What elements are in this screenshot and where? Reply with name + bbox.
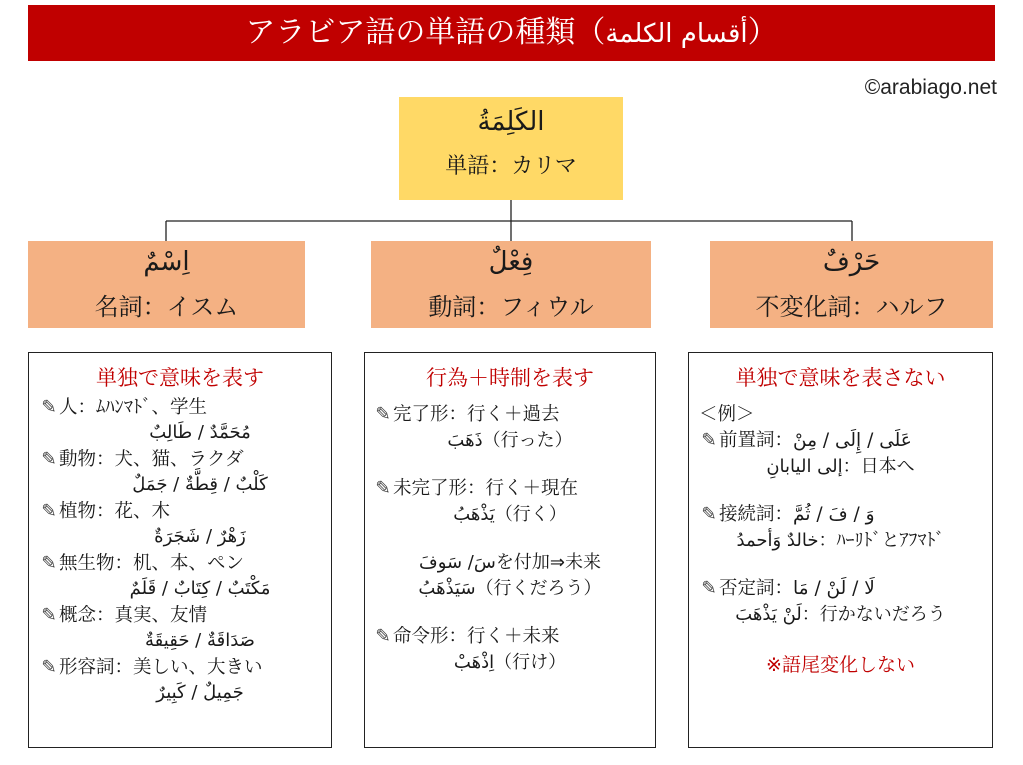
root-node-kalima bbox=[399, 97, 623, 200]
root-japanese: 単語：カリマ bbox=[445, 154, 577, 179]
noun-item-plant bbox=[29, 499, 331, 525]
particle-examples-panel bbox=[688, 352, 993, 748]
particle-japanese: 不変化詞：ハルフ bbox=[755, 293, 948, 321]
noun-item-inanimate bbox=[29, 551, 331, 577]
pencil-icon: ✎ bbox=[41, 449, 57, 470]
pencil-icon: ✎ bbox=[375, 478, 391, 499]
noun-item-arabic: كَلْبٌ / قِطَّةٌ / جَمَلٌ bbox=[132, 474, 268, 495]
pencil-icon: ✎ bbox=[375, 404, 391, 425]
verb-panel-heading: 行為＋時制を表す bbox=[426, 366, 594, 390]
noun-panel-heading: 単独で意味を表す bbox=[96, 366, 264, 390]
particle-negation-text: 否定詞：لَا / لَنْ / مَا bbox=[719, 578, 875, 599]
particle-note: ※語尾変化しない bbox=[766, 654, 915, 676]
pencil-icon: ✎ bbox=[701, 504, 717, 525]
noun-item-label: 動物：犬、猫、ラクダ bbox=[59, 449, 244, 470]
particle-conjunction-label bbox=[689, 502, 992, 528]
pencil-icon: ✎ bbox=[41, 501, 57, 522]
particle-preposition-label bbox=[689, 428, 992, 454]
noun-item-arabic: جَمِيلٌ / كَبِيرٌ bbox=[156, 682, 244, 703]
noun-arabic: اِسْمٌ bbox=[143, 247, 190, 277]
category-particle bbox=[710, 241, 993, 328]
verb-imperfect-text: 未完了形：行く＋現在 bbox=[393, 478, 579, 499]
noun-item-label: 植物：花、木 bbox=[59, 501, 171, 522]
verb-imperfect-example: يَذْهَبُ（行く） bbox=[453, 504, 567, 525]
noun-item-label: 無生物：机、本、ペン bbox=[59, 553, 245, 574]
noun-item-person bbox=[29, 395, 331, 421]
pencil-icon: ✎ bbox=[41, 553, 57, 574]
particle-example-label: ＜例＞ bbox=[699, 404, 755, 425]
noun-item-adjective bbox=[29, 655, 331, 681]
particle-negation-example: لَنْ يَذْهَبَ：行かないだろう bbox=[735, 604, 946, 625]
category-verb bbox=[371, 241, 651, 328]
verb-imperative-text: 命令形：行く＋未来 bbox=[393, 626, 560, 647]
pencil-icon: ✎ bbox=[701, 578, 717, 599]
particle-conjunction-example: خالدٌ وَأحمدُ：ﾊｰﾘﾄﾞとｱﾌﾏﾄﾞ bbox=[736, 530, 945, 551]
title-close: ） bbox=[747, 15, 778, 50]
title-japanese: アラビア語の単語の種類（ bbox=[245, 15, 606, 50]
noun-item-arabic: صَدَاقَةٌ / حَقِيقَةٌ bbox=[145, 630, 255, 651]
root-arabic: الكَلِمَةُ bbox=[477, 107, 545, 137]
noun-examples-panel bbox=[28, 352, 332, 748]
noun-japanese: 名詞：イスム bbox=[94, 293, 239, 321]
noun-item-arabic: مُحَمَّدٌ / طَالِبٌ bbox=[149, 422, 251, 443]
particle-panel-heading: 単独で意味を表さない bbox=[735, 366, 946, 390]
verb-japanese: 動詞：フィウル bbox=[428, 293, 594, 321]
noun-item-animal bbox=[29, 447, 331, 473]
particle-preposition-text: 前置詞：عَلَى / إِلَى / مِنْ bbox=[719, 430, 912, 451]
verb-imperative-label bbox=[365, 624, 655, 650]
pencil-icon: ✎ bbox=[701, 430, 717, 451]
noun-item-concept bbox=[29, 603, 331, 629]
particle-conjunction-text: 接続詞：وَ / فَ / ثُمَّ bbox=[719, 504, 875, 525]
verb-imperfect-label bbox=[365, 476, 655, 502]
verb-perfect-text: 完了形：行く＋過去 bbox=[393, 404, 560, 425]
particle-arabic: حَرْفٌ bbox=[822, 247, 881, 277]
verb-examples-panel bbox=[364, 352, 656, 748]
noun-item-label: 形容詞：美しい、大きい bbox=[59, 657, 263, 678]
verb-future-rule: سَ/ سَوفَを付加⇒未来 bbox=[419, 552, 601, 573]
verb-future-example: سَيَذْهَبُ（行くだろう） bbox=[418, 578, 602, 599]
pencil-icon: ✎ bbox=[41, 397, 57, 418]
pencil-icon: ✎ bbox=[41, 605, 57, 626]
noun-item-label: 概念：真実、友情 bbox=[59, 605, 208, 626]
noun-item-label: 人：ﾑﾊﾝﾏﾄﾞ、学生 bbox=[59, 397, 208, 418]
credit-text: ©arabiago.net bbox=[864, 76, 997, 99]
title-arabic: أقسام الكلمة bbox=[605, 19, 748, 49]
particle-preposition-example: إلى اليابانِ：日本へ bbox=[766, 456, 915, 477]
noun-item-arabic: مَكْتَبٌ / كِتَابٌ / قَلَمٌ bbox=[129, 578, 271, 599]
particle-negation-label bbox=[689, 576, 992, 602]
category-noun bbox=[28, 241, 305, 328]
verb-arabic: فِعْلٌ bbox=[488, 247, 534, 277]
noun-item-arabic: زَهْرٌ / شَجَرَةٌ bbox=[154, 526, 246, 547]
verb-imperative-example: اِذْهَبْ（行け） bbox=[453, 652, 567, 673]
pencil-icon: ✎ bbox=[41, 657, 57, 678]
verb-perfect-label bbox=[365, 402, 655, 428]
pencil-icon: ✎ bbox=[375, 626, 391, 647]
verb-perfect-example: ذَهَبَ（行った） bbox=[447, 430, 573, 451]
